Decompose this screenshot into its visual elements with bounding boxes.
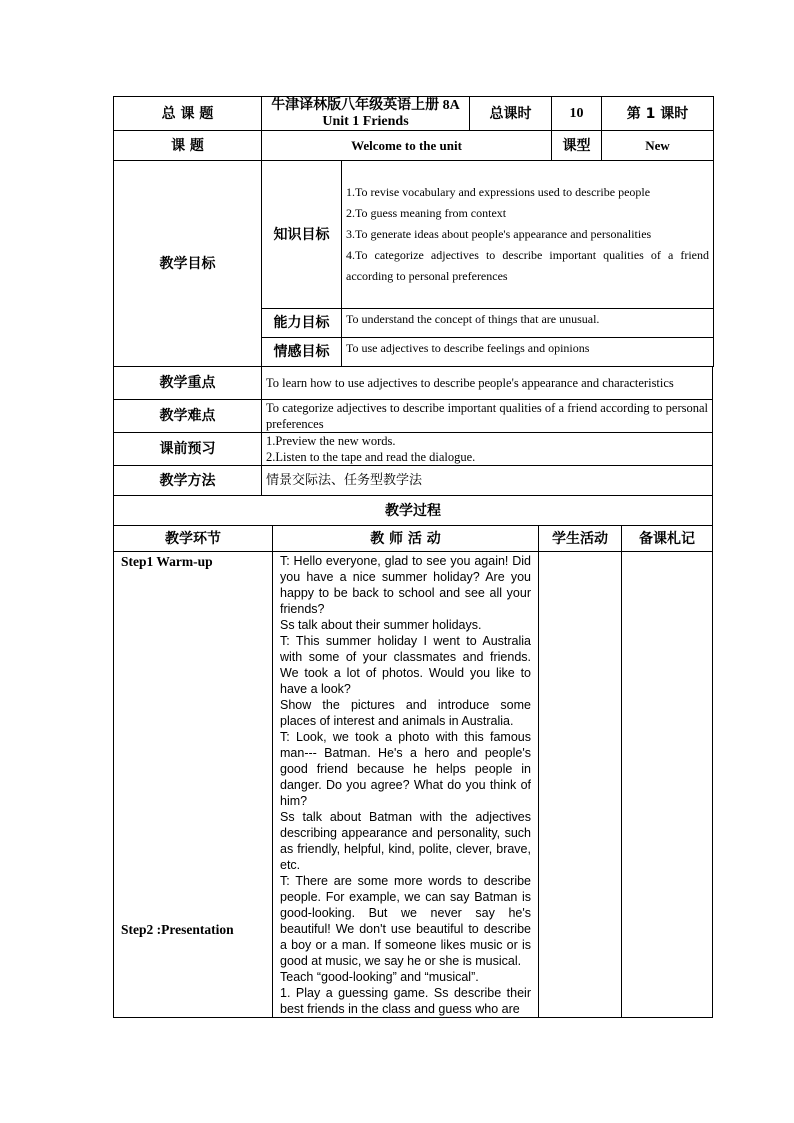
teacher-paragraph: Ss talk about Batman with the adjectives describing appearance and personality, such as friendly, helpful, kind, polite, clever, brave, etc. xyxy=(280,810,531,872)
type-value: New xyxy=(602,131,714,161)
student-activities xyxy=(539,552,622,1018)
process-table xyxy=(113,525,713,1018)
total-topic-value: 牛津译林版八年级英语上册 8A Unit 1 Friends xyxy=(262,97,470,131)
preview-item: 1.Preview the new words. xyxy=(266,434,396,448)
total-topic-label: 总 课 题 xyxy=(114,97,262,131)
knowledge-item: 1.To revise vocabulary and expressions used to describe people xyxy=(346,185,651,199)
total-periods-value: 10 xyxy=(552,97,602,131)
lesson-focus-table xyxy=(113,366,713,526)
teacher-paragraph: T: This summer holiday I went to Australia with some of your classmates and friends. We took a lot of photos. Would you like to have a look? xyxy=(280,634,531,696)
knowledge-objectives xyxy=(342,161,714,309)
key-points-text: To learn how to use adjectives to describe people's appearance and characteristics xyxy=(262,367,713,400)
teacher-paragraph: Teach “good-looking” and “musical”. xyxy=(280,970,479,984)
period-label: 第 1 课时 xyxy=(602,97,714,131)
difficulties-label: 教学难点 xyxy=(114,400,262,433)
teacher-paragraph: T: Look, we took a photo with this famous man--- Batman. He's a hero and people's good friend because he helps people in danger. Do you agree? What do you think of him? xyxy=(280,730,531,808)
key-points-label: 教学重点 xyxy=(114,367,262,400)
emotion-label: 情感目标 xyxy=(262,338,342,367)
step-column xyxy=(114,552,273,1018)
teacher-paragraph: Ss talk about their summer holidays. xyxy=(280,618,482,632)
topic-label: 课 题 xyxy=(114,131,262,161)
col-student-header: 学生活动 xyxy=(539,526,622,552)
teacher-activities xyxy=(273,552,539,1018)
knowledge-item: 3.To generate ideas about people's appearance and personalities xyxy=(346,227,652,241)
topic-value: Welcome to the unit xyxy=(262,131,552,161)
col-notes-header: 备课札记 xyxy=(622,526,713,552)
process-title: 教学过程 xyxy=(114,496,713,526)
lesson-info-table xyxy=(113,96,714,367)
teacher-paragraph: T: Hello everyone, glad to see you again! Did you have a nice summer holiday? Are you happy to be back to school and see all your friends? xyxy=(280,554,531,616)
teacher-paragraph: Show the pictures and introduce some places of interest and animals in Australia. xyxy=(280,698,531,728)
ability-objective: To understand the concept of things that are unusual. xyxy=(342,309,714,338)
objectives-label: 教学目标 xyxy=(114,161,262,367)
lesson-notes xyxy=(622,552,713,1018)
preview-label: 课前预习 xyxy=(114,433,262,466)
lesson-plan xyxy=(113,96,713,1018)
teacher-paragraph: 1. Play a guessing game. Ss describe their best friends in the class and guess who are xyxy=(280,986,531,1016)
methods-label: 教学方法 xyxy=(114,466,262,496)
difficulties-text: To categorize adjectives to describe important qualities of a friend according to personal preferences xyxy=(262,400,713,433)
step2-label: Step2 :Presentation xyxy=(121,922,234,937)
knowledge-item: 4.To categorize adjectives to describe important qualities of a friend according to personal preferences xyxy=(346,248,709,283)
knowledge-label: 知识目标 xyxy=(262,161,342,309)
methods-text: 情景交际法、任务型教学法 xyxy=(262,466,713,496)
step1-label: Step1 Warm-up xyxy=(121,554,213,569)
col-teacher-header: 教 师 活 动 xyxy=(273,526,539,552)
preview-text xyxy=(262,433,713,466)
teacher-paragraph: T: There are some more words to describe people. For example, we can say Batman is good-looking. But we never say he's beautiful! We don't use beautiful to describe a boy or a man. If someone likes music or is good at music, we say he or she is musical. xyxy=(280,874,531,968)
preview-item: 2.Listen to the tape and read the dialogue. xyxy=(266,450,476,464)
col-step-header: 教学环节 xyxy=(114,526,273,552)
ability-label: 能力目标 xyxy=(262,309,342,338)
type-label: 课型 xyxy=(552,131,602,161)
emotion-objective: To use adjectives to describe feelings and opinions xyxy=(342,338,714,367)
knowledge-item: 2.To guess meaning from context xyxy=(346,206,507,220)
total-periods-label: 总课时 xyxy=(470,97,552,131)
